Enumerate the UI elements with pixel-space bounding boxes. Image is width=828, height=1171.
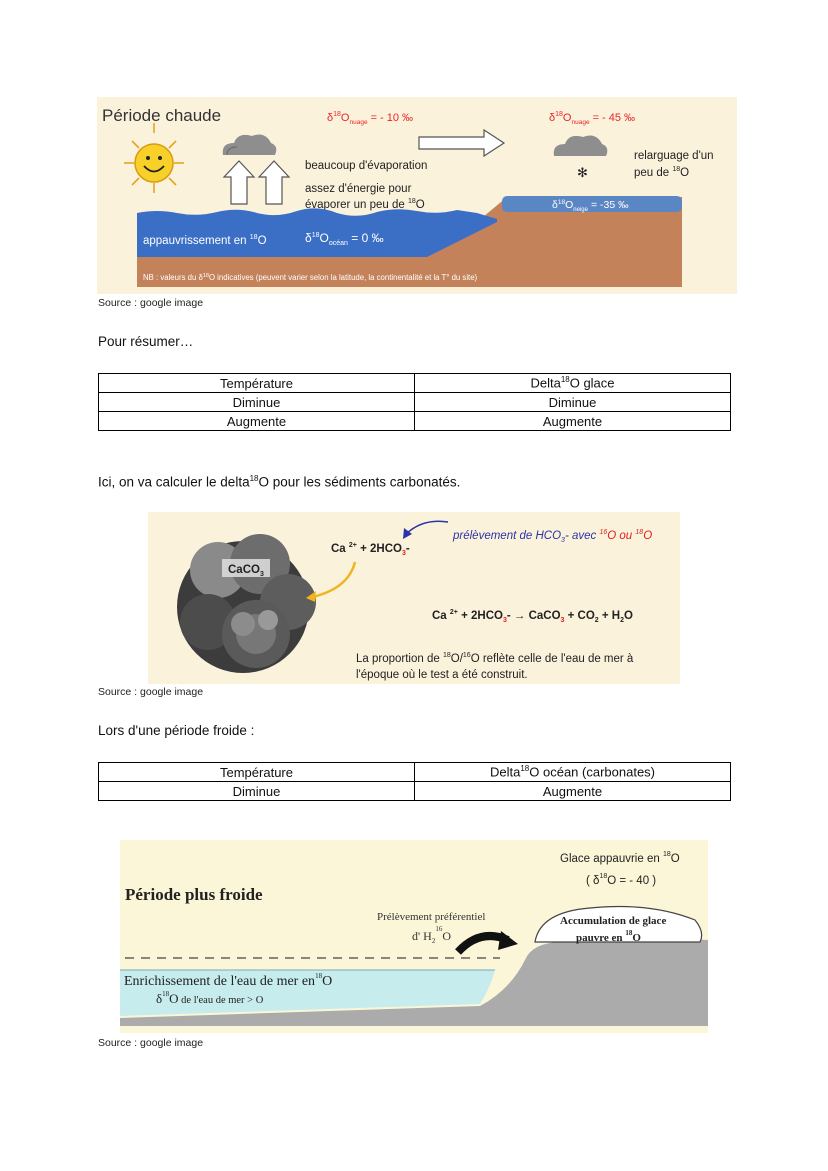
summary-table xyxy=(98,373,731,431)
note-text: NB : valeurs du $\delta^{18}O$ indicatives (peuvent varier selon la latitude, la continentalité et la T° du site) xyxy=(143,273,478,282)
evaporation-text-1: beaucoup d'évaporation xyxy=(305,160,428,172)
table-cell: Diminue xyxy=(99,782,415,801)
proportion-text-1: La proportion de $^{18}$O/$^{16}$O reflète celle de l'eau de mer à xyxy=(356,652,634,665)
table-row xyxy=(99,393,731,412)
table-cell: Diminue xyxy=(99,393,415,412)
ion-label: Ca $^{2+} + 2HCO_3-$ xyxy=(331,542,410,557)
snowflake-icon: ✻ xyxy=(577,165,588,180)
enrichment-label: Enrichissement de l'eau de mer $en^{18}O$ xyxy=(124,972,333,989)
evaporation-text-3: évaporer un peu de $^{18}$O xyxy=(305,198,425,211)
figure2-caption: Source : google image xyxy=(98,686,204,698)
snow-delta-label: $\delta^{18}O_{neige} = -35$ ‰ xyxy=(552,199,629,213)
table-header-cell: Température xyxy=(99,763,415,782)
figure1-caption: Source : google image xyxy=(98,297,204,309)
carbonate-intro: Ici, on va calculer le delta$^{18}$O pour les sédiments carbonatés. xyxy=(98,474,461,490)
table-header-cell: Delta$^{18}$O océan (carbonates) xyxy=(415,763,731,782)
uptake-label-1: Prélèvement préférentiel xyxy=(377,911,486,923)
table-row xyxy=(99,412,731,431)
table-header-cell: Delta$^{18}$O glace xyxy=(415,374,731,393)
release-text-2: peu de $^{18}$O xyxy=(634,166,690,179)
cold-period-table xyxy=(98,762,731,801)
table-cell: Augmente xyxy=(415,782,731,801)
proportion-text-2: l'époque où le test a été construit. xyxy=(356,669,528,681)
figure-title: Période chaude xyxy=(102,106,222,125)
table-cell: Augmente xyxy=(415,412,731,431)
evaporation-text-2: assez d'énergie pour xyxy=(305,183,412,195)
ice-label-1: Glace appauvrie en $^{18}$O xyxy=(560,851,680,865)
summary-intro: Pour résumer… xyxy=(98,334,194,349)
reaction-equation: Ca $^{2+} + 2HCO_3-$ → CaCO$_3$ + $CO_2 + H_2O$ xyxy=(432,609,633,624)
table-row xyxy=(99,782,731,801)
table-header-row xyxy=(99,763,731,782)
carbonate-figure xyxy=(148,512,680,684)
delta-label: $\delta^{18}O$ de l'eau de mer > O xyxy=(156,990,264,1006)
cold-period-figure xyxy=(120,840,708,1033)
table-header-cell: Température xyxy=(99,374,415,393)
release-text-1: relarguage d'un xyxy=(634,150,714,162)
uptake-label: prélèvement de $HCO_3-$ avec $^{16}$O ou $^{18}$O xyxy=(453,529,653,544)
table-cell: Augmente xyxy=(99,412,415,431)
uptake-label-2: d' $H_2^{16}O$ xyxy=(412,925,451,945)
cloud1-delta-label: $\delta^{18}O_{nuage}$ = - 10 ‰ xyxy=(327,111,414,126)
ocean-delta-label: $\delta^{18}O_{océan} = 0$ ‰ xyxy=(305,231,384,247)
ice-label-2: ( $\delta^{18}O$ = - 40 ) xyxy=(586,873,657,887)
table-cell: Diminue xyxy=(415,393,731,412)
caco3-label: CaCO$_3$ xyxy=(228,564,264,578)
cold-intro: Lors d'une période froide : xyxy=(98,723,255,738)
cloud2-delta-label: $\delta^{18}O_{nuage}$ = - 45 ‰ xyxy=(549,111,636,126)
table-header-row xyxy=(99,374,731,393)
warm-period-figure xyxy=(97,97,737,294)
depletion-label: appauvrissement en $^{18}$O xyxy=(143,234,267,247)
figure-title: Période plus froide xyxy=(125,885,263,904)
figure3-caption: Source : google image xyxy=(98,1037,204,1049)
accumulation-label-2: pauvre en $^{18}$O xyxy=(576,929,641,944)
accumulation-label-1: Accumulation de glace xyxy=(560,915,667,927)
